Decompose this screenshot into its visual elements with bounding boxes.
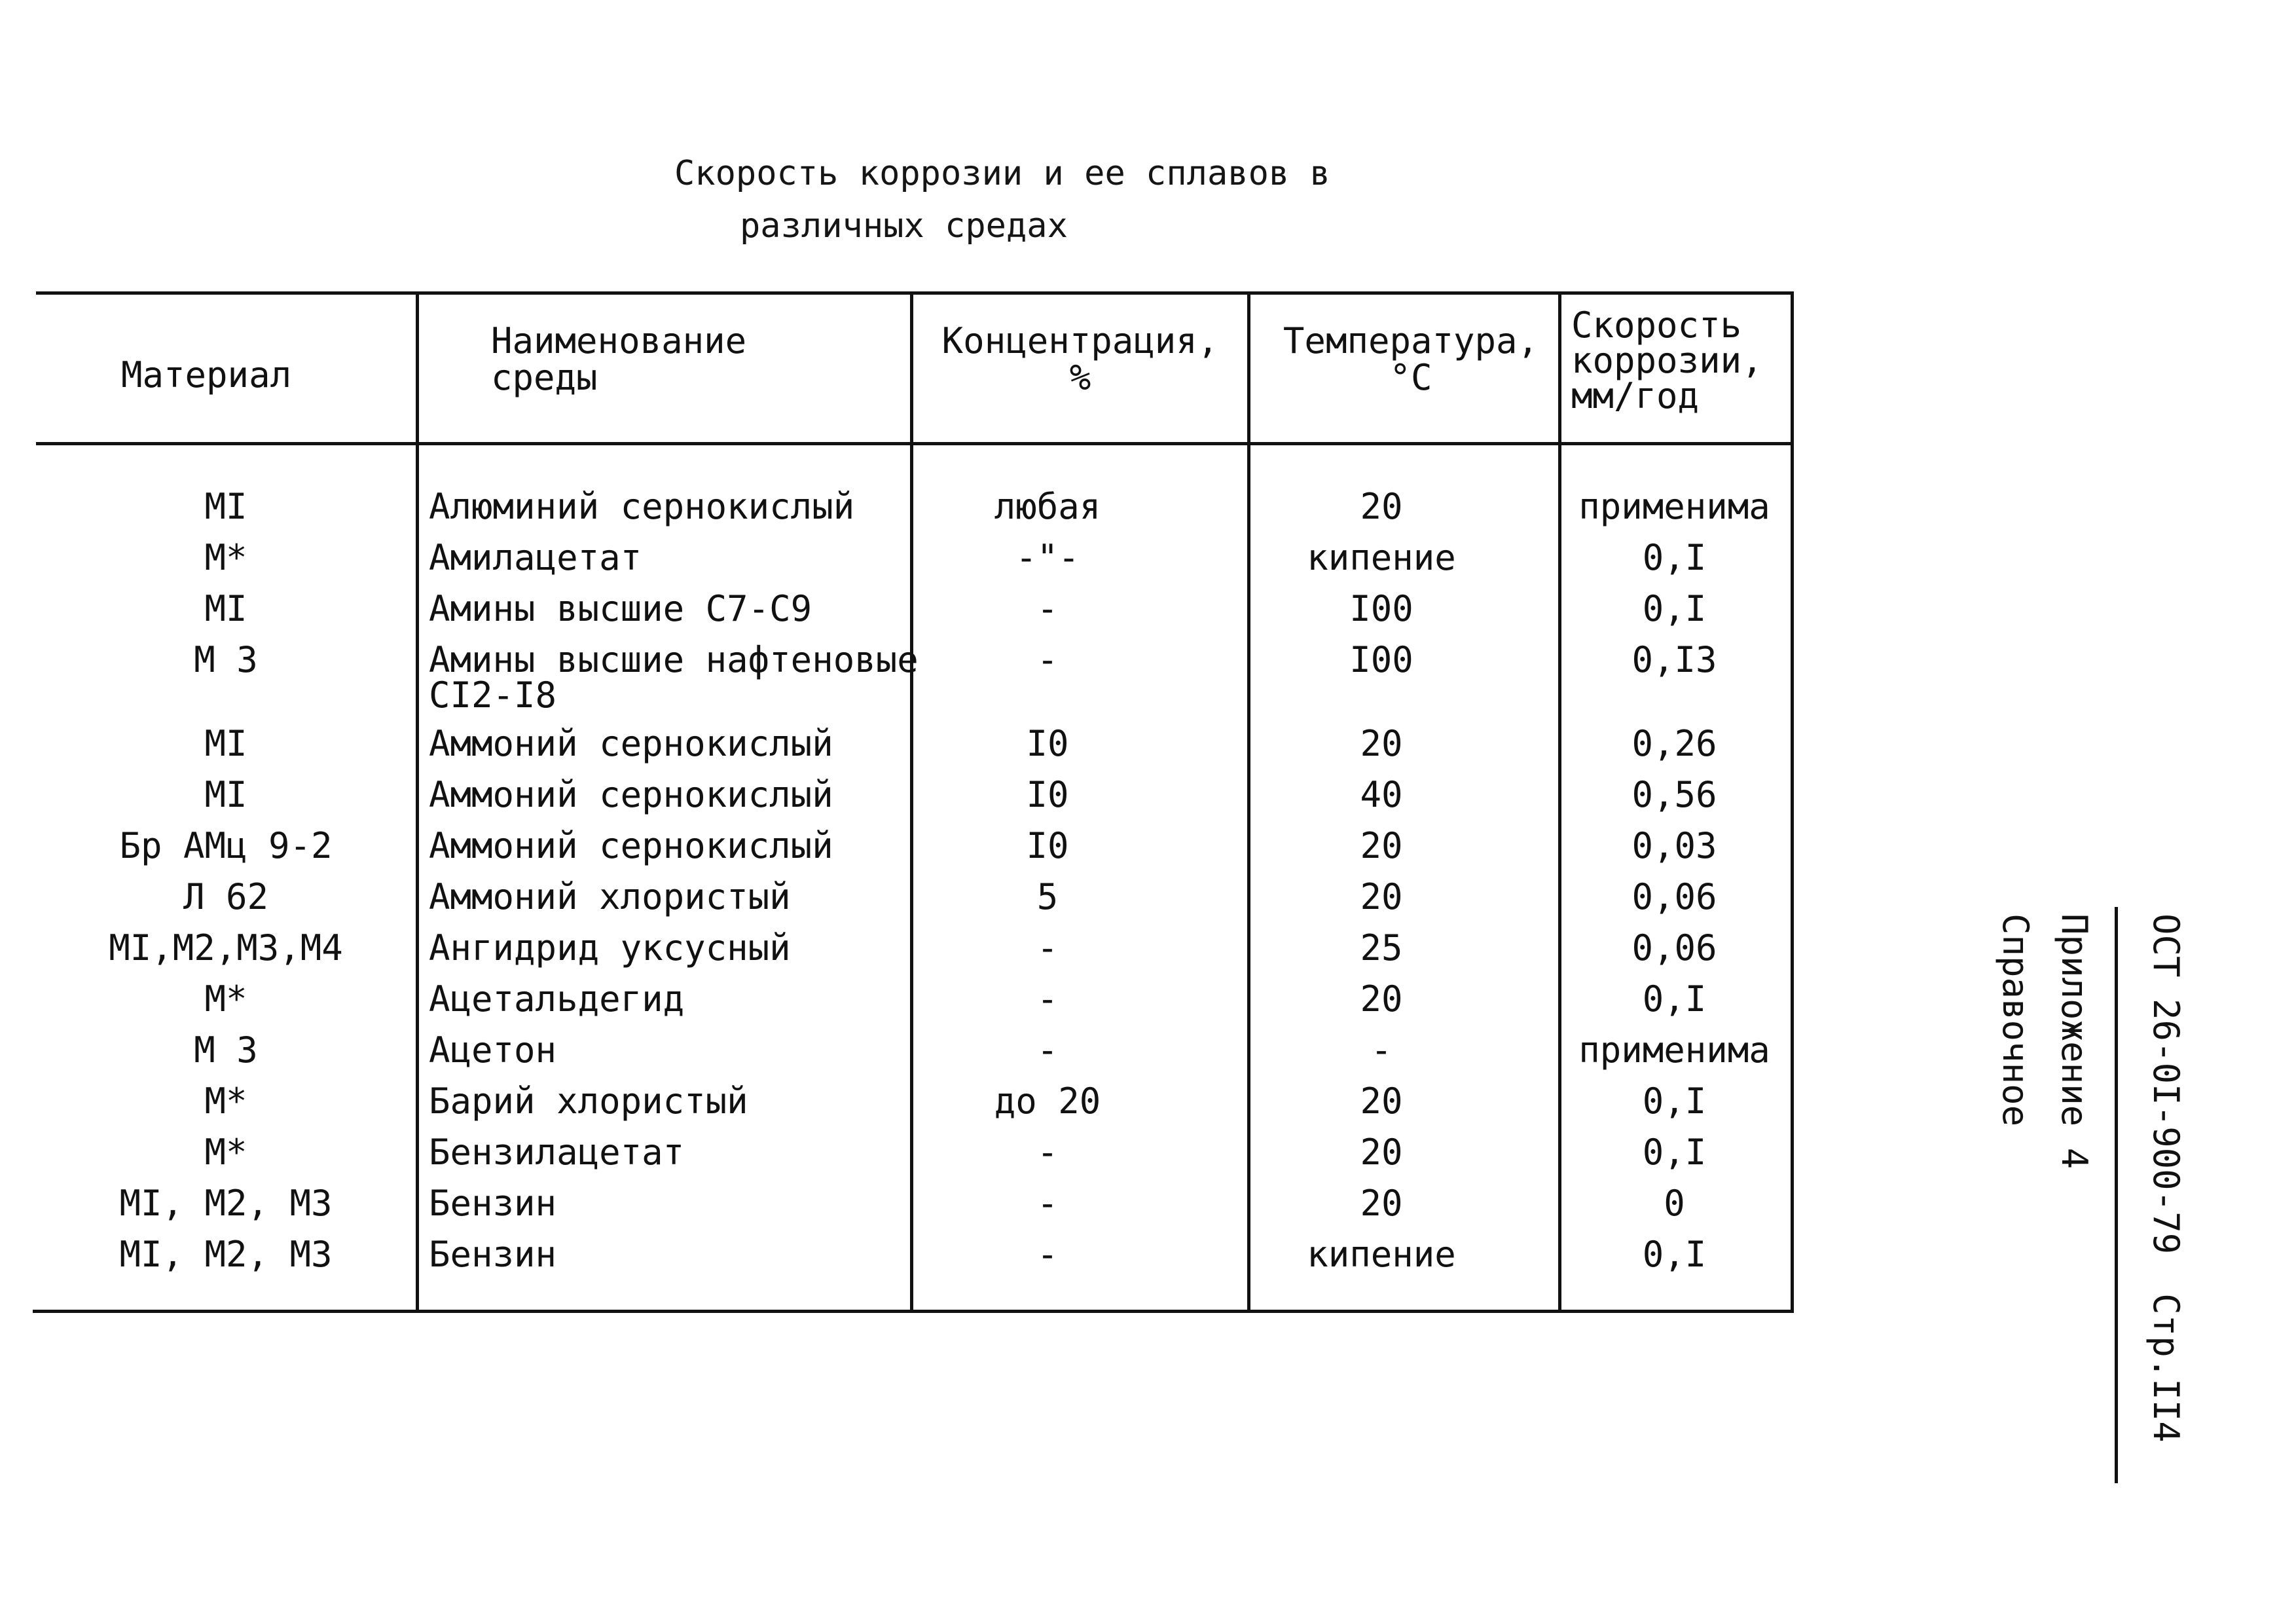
cell-rate: 0,I <box>1642 588 1707 629</box>
header-medium: Наименование среды <box>491 320 747 398</box>
cell-material: МI <box>204 774 247 815</box>
cell-material: МI, М2, М3 <box>119 1234 333 1275</box>
cell-medium: Ангидрид уксусный <box>429 927 791 969</box>
cell-medium: Бензин <box>429 1234 557 1275</box>
title-line-1: Скорость коррозии и ее сплавов в <box>674 154 1330 193</box>
cell-rate: 0,56 <box>1631 774 1717 815</box>
cell-material: Л 62 <box>183 876 269 917</box>
cell-medium: Аммоний хлористый <box>429 876 791 917</box>
header-rate: Скорость коррозии, мм/год <box>1571 304 1763 416</box>
cell-concentration: - <box>1036 927 1059 969</box>
cell-temperature: 20 <box>1360 978 1403 1020</box>
corrosion-table <box>36 291 1804 1316</box>
cell-temperature: кипение <box>1307 537 1456 578</box>
cell-concentration: I0 <box>1026 723 1069 764</box>
cell-rate: 0,I <box>1642 1080 1707 1122</box>
cell-material: М* <box>204 1132 247 1173</box>
cell-concentration: I0 <box>1026 774 1069 815</box>
cell-temperature: I00 <box>1349 588 1413 629</box>
cell-concentration: - <box>1036 639 1059 680</box>
cell-rate: 0 <box>1664 1183 1685 1224</box>
cell-material: М 3 <box>194 1029 258 1071</box>
page-title <box>674 147 1330 252</box>
cell-rate: 0,26 <box>1631 723 1717 764</box>
cell-material: М 3 <box>194 639 258 680</box>
cell-medium: Амины высшие нафтеновые СI2-I8 <box>429 639 919 716</box>
cell-material: МI, М2, М3 <box>119 1183 333 1224</box>
col-divider-5 <box>1791 291 1794 1313</box>
cell-material: М* <box>204 1080 247 1122</box>
cell-material: МI <box>204 723 247 764</box>
cell-rate: 0,03 <box>1631 825 1717 866</box>
cell-rate: 0,06 <box>1631 876 1717 917</box>
cell-rate: 0,06 <box>1631 927 1717 969</box>
cell-temperature: 25 <box>1360 927 1403 969</box>
cell-material: Бр АМц 9-2 <box>119 825 333 866</box>
cell-temperature: 40 <box>1360 774 1403 815</box>
cell-temperature: 20 <box>1360 723 1403 764</box>
cell-material: МI,М2,М3,М4 <box>109 927 343 969</box>
cell-concentration: любая <box>994 486 1101 527</box>
cell-medium: Амилацетат <box>429 537 642 578</box>
cell-temperature: - <box>1370 1029 1393 1071</box>
cell-medium: Алюминий сернокислый <box>429 486 855 527</box>
doc-code-rule <box>2115 907 2118 1483</box>
cell-rate: применима <box>1578 1029 1770 1071</box>
cell-temperature: 20 <box>1360 1132 1403 1173</box>
cell-concentration: - <box>1036 1183 1059 1224</box>
cell-material: М* <box>204 978 247 1020</box>
header-temperature: Температура, °С <box>1283 320 1539 398</box>
cell-concentration: - <box>1036 978 1059 1020</box>
cell-concentration: - <box>1036 1132 1059 1173</box>
cell-medium: Ацетальдегид <box>429 978 685 1020</box>
cell-temperature: 20 <box>1360 1080 1403 1122</box>
cell-material: МI <box>204 486 247 527</box>
cell-temperature: 20 <box>1360 876 1403 917</box>
cell-concentration: - <box>1036 1234 1059 1275</box>
doc-code: ОСТ 26-0I-900-79 <box>2145 913 2187 1255</box>
cell-temperature: 20 <box>1360 825 1403 866</box>
cell-concentration: I0 <box>1026 825 1069 866</box>
cell-medium: Аммоний сернокислый <box>429 774 833 815</box>
header-concentration: Концентрация, % <box>941 320 1219 398</box>
cell-rate: 0,I <box>1642 978 1707 1020</box>
col-divider-1 <box>416 291 419 1313</box>
header-material: Материал <box>121 354 292 396</box>
cell-rate: 0,I <box>1642 1234 1707 1275</box>
cell-material: МI <box>204 588 247 629</box>
title-line-2: различных средах <box>740 206 1068 246</box>
cell-temperature: 20 <box>1360 486 1403 527</box>
cell-concentration: 5 <box>1036 876 1059 917</box>
cell-temperature: I00 <box>1349 639 1413 680</box>
cell-medium: Барий хлористый <box>429 1080 748 1122</box>
cell-concentration: до 20 <box>994 1080 1101 1122</box>
cell-medium: Аммоний сернокислый <box>429 723 833 764</box>
cell-concentration: -"- <box>1015 537 1080 578</box>
cell-medium: Амины высшие С7-С9 <box>429 588 812 629</box>
cell-rate: применима <box>1578 486 1770 527</box>
page-number: Стр.II4 <box>2145 1293 2187 1443</box>
cell-concentration: - <box>1036 588 1059 629</box>
cell-rate: 0,I <box>1642 537 1707 578</box>
cell-medium: Бензин <box>429 1183 557 1224</box>
cell-material: М* <box>204 537 247 578</box>
cell-rate: 0,I <box>1642 1132 1707 1173</box>
table-header-rule <box>36 442 1791 445</box>
cell-medium: Ацетон <box>429 1029 557 1071</box>
cell-rate: 0,I3 <box>1631 639 1717 680</box>
cell-medium: Аммоний сернокислый <box>429 825 833 866</box>
cell-temperature: кипение <box>1307 1234 1456 1275</box>
cell-concentration: - <box>1036 1029 1059 1071</box>
cell-medium: Бензилацетат <box>429 1132 685 1173</box>
table-top-rule <box>36 291 1791 295</box>
cell-temperature: 20 <box>1360 1183 1403 1224</box>
